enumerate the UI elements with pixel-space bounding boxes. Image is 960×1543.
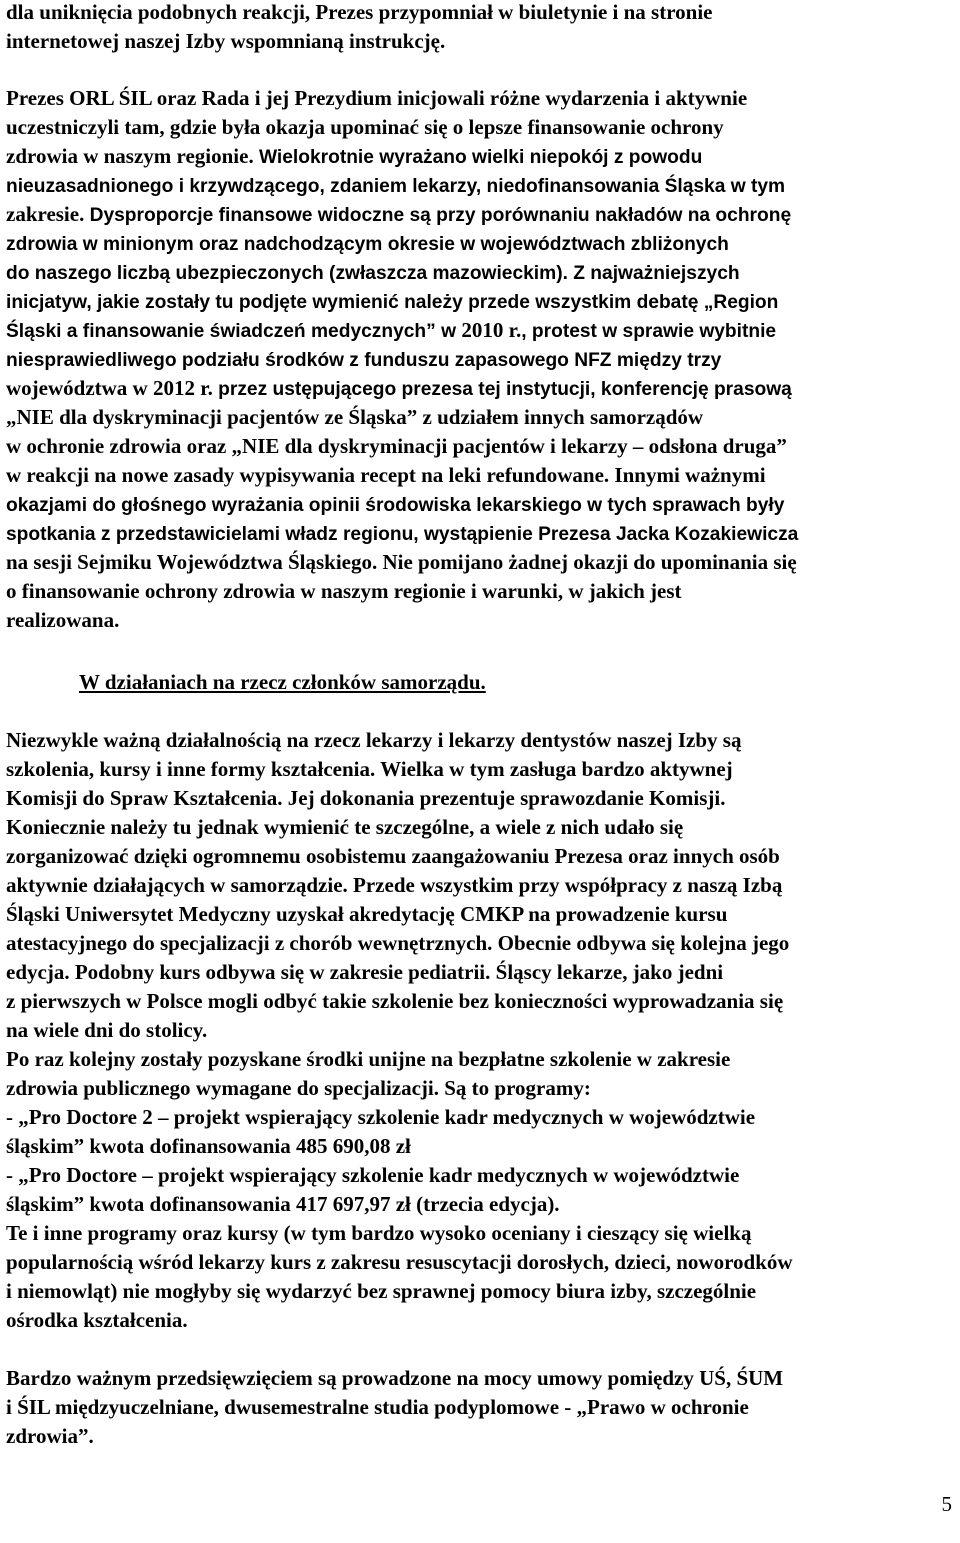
text-line: Śląski Uniwersytet Medyczny uzyskał akredytację CMKP na prowadzenie kursu <box>6 902 728 926</box>
text-line: na sesji Sejmiku Województwa Śląskiego. Nie pomijano żadnej okazji do upominania się <box>6 550 797 574</box>
text-line: śląskim” kwota dofinansowania 485 690,08 zł <box>6 1134 411 1158</box>
text-line: w ochronie zdrowia oraz „NIE dla dyskryminacji pacjentów i lekarzy – odsłona druga” <box>6 434 787 458</box>
text-line: Komisji do Spraw Kształcenia. Jej dokonania prezentuje sprawozdanie Komisji. <box>6 786 726 810</box>
text-line: aktywnie działających w samorządzie. Przede wszystkim przy współpracy z naszą Izbą <box>6 873 783 897</box>
text-line: realizowana. <box>6 608 120 632</box>
section-heading: W działaniach na rzecz członków samorządu. <box>79 670 486 694</box>
paragraph-postgraduate <box>6 1364 783 1451</box>
text-line: Bardzo ważnym przedsięwzięciem są prowadzone na mocy umowy pomiędzy UŚ, ŚUM <box>6 1366 784 1390</box>
text-line: edycja. Podobny kurs odbywa się w zakresie pediatrii. Śląscy lekarze, jako jedni <box>6 960 724 984</box>
text-line: nieuzasadnionego i krzywdzącego, zdaniem lekarzy, niedofinansowania Śląska w tym <box>6 176 786 197</box>
text-line: popularnością wśród lekarzy kurs z zakresu resuscytacji dorosłych, dzieci, noworodków <box>6 1250 793 1274</box>
text-line: Śląski a finansowanie świadczeń medycznych” w 2010 r., protest w sprawie wybitnie <box>6 318 777 342</box>
text-line: zdrowia publicznego wymagane do specjalizacji. Są to programy: <box>6 1076 591 1100</box>
text-line: zdrowia”. <box>6 1424 94 1448</box>
text-line: - „Pro Doctore – projekt wspierający szkolenie kadr medycznych w województwie <box>6 1163 740 1187</box>
paragraph-training <box>6 726 793 1335</box>
text-line: szkolenia, kursy i inne formy kształcenia. Wielka w tym zasługa bardzo aktywnej <box>6 757 733 781</box>
text-line: w reakcji na nowe zasady wypisywania recept na leki refundowane. Innymi ważnymi <box>6 463 766 487</box>
text-line: atestacyjnego do specjalizacji z chorób wewnętrznych. Obecnie odbywa się kolejna jego <box>6 931 790 955</box>
text-line: śląskim” kwota dofinansowania 417 697,97 zł (trzecia edycja). <box>6 1192 560 1216</box>
text-line: i ŚIL międzyuczelniane, dwusemestralne studia podyplomowe - „Prawo w ochronie <box>6 1395 749 1419</box>
page-number: 5 <box>941 1492 952 1516</box>
text-line: inicjatyw, jakie zostały tu podjęte wymienić należy przede wszystkim debatę „Region <box>6 292 779 313</box>
text-line: Te i inne programy oraz kursy (w tym bardzo wysoko oceniany i cieszący się wielką <box>6 1221 752 1245</box>
paragraph-intro <box>6 0 712 56</box>
text-line: uczestniczyli tam, gdzie była okazja upominać się o lepsze finansowanie ochrony <box>6 115 724 139</box>
text-line: województwa w 2012 r. przez ustępującego prezesa tej instytucji, konferencję prasową <box>6 376 792 400</box>
text-line: niesprawiedliwego podziału środków z funduszu zapasowego NFZ między trzy <box>6 350 722 371</box>
text-line: zdrowia w naszym regionie. Wielokrotnie wyrażano wielki niepokój z powodu <box>6 144 703 168</box>
text-line: dla uniknięcia podobnych reakcji, Prezes przypomniał w biuletynie i na stronie <box>6 0 713 24</box>
text-line: z pierwszych w Polsce mogli odbyć takie szkolenie bez konieczności wyprowadzania się <box>6 989 784 1013</box>
text-line: Niezwykle ważną działalnością na rzecz lekarzy i lekarzy dentystów naszej Izby są <box>6 728 742 752</box>
text-line: Prezes ORL ŚIL oraz Rada i jej Prezydium inicjowali różne wydarzenia i aktywnie <box>6 86 748 110</box>
text-line: internetowej naszej Izby wspomnianą instrukcję. <box>6 29 446 53</box>
text-line: o finansowanie ochrony zdrowia w naszym regionie i warunki, w jakich jest <box>6 579 682 603</box>
text-line: do naszego liczbą ubezpieczonych (zwłaszcza mazowieckim). Z najważniejszych <box>6 263 740 284</box>
paragraph-regional-funding <box>6 84 798 635</box>
text-line: okazjami do głośnego wyrażania opinii środowiska lekarskiego w tych sprawach były <box>6 495 785 516</box>
text-line: ośrodka kształcenia. <box>6 1308 188 1332</box>
text-line: zdrowia w minionym oraz nadchodzącym okresie w województwach zbliżonych <box>6 234 729 255</box>
text-line: - „Pro Doctore 2 – projekt wspierający szkolenie kadr medycznych w województwie <box>6 1105 756 1129</box>
text-line: spotkania z przedstawicielami władz regionu, wystąpienie Prezesa Jacka Kozakiewicza <box>6 524 799 545</box>
text-line: Po raz kolejny zostały pozyskane środki unijne na bezpłatne szkolenie w zakresie <box>6 1047 731 1071</box>
text-line: i niemowląt) nie mogłyby się wydarzyć bez sprawnej pomocy biura izby, szczególnie <box>6 1279 757 1303</box>
text-line: na wiele dni do stolicy. <box>6 1018 208 1042</box>
text-line: „NIE dla dyskryminacji pacjentów ze Śląska” z udziałem innych samorządów <box>6 405 704 429</box>
text-line: zorganizować dzięki ogromnemu osobistemu zaangażowaniu Prezesa oraz innych osób <box>6 844 780 868</box>
text-line: zakresie. Dysproporcje finansowe widoczne są przy porównaniu nakładów na ochronę <box>6 202 792 226</box>
text-line: Koniecznie należy tu jednak wymienić te szczególne, a wiele z nich udało się <box>6 815 684 839</box>
